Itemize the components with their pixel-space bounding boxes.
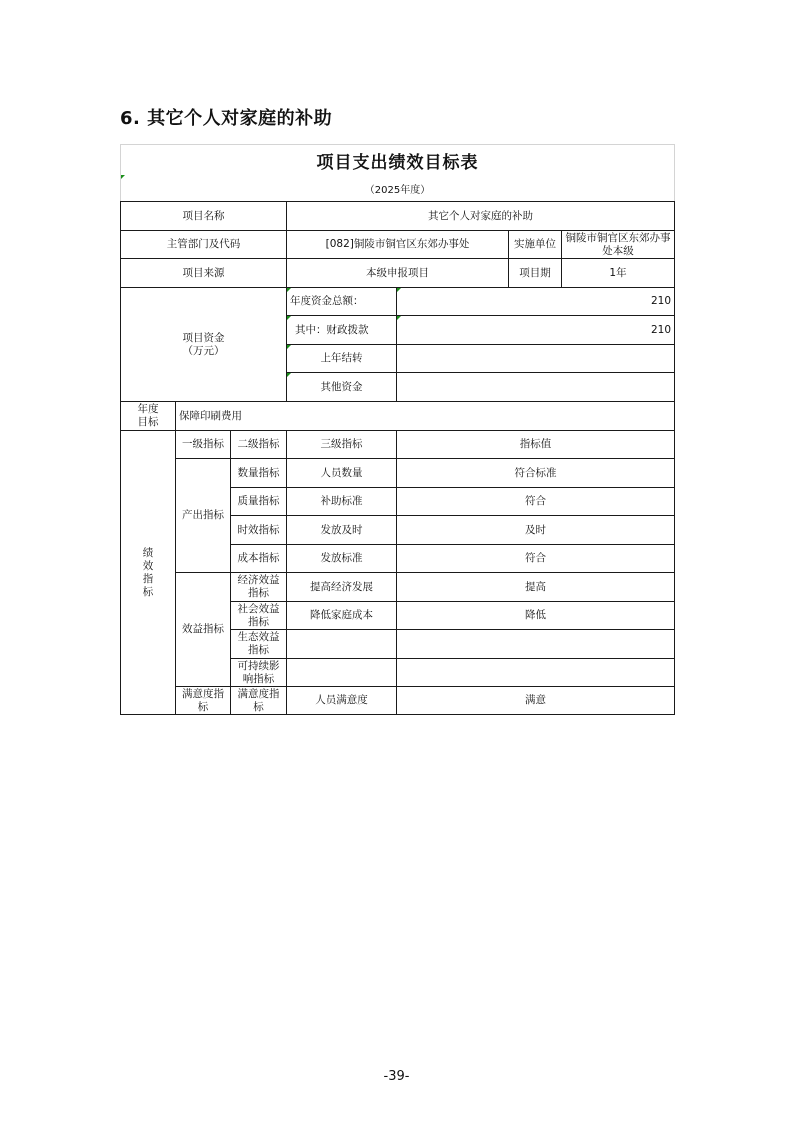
project-name-label: 项目名称 — [121, 202, 287, 231]
table-year: （2025年度） — [120, 175, 675, 201]
funds-other-label — [287, 373, 397, 402]
indicator-group-label — [121, 431, 176, 715]
indicator-value: 符合 — [397, 545, 675, 573]
dept-label: 主管部门及代码 — [121, 231, 287, 259]
indicator-value: 提高 — [397, 573, 675, 602]
page-number: -39- — [383, 1069, 410, 1084]
header-level2: 二级指标 — [231, 431, 287, 459]
output-indicator-label: 产出指标 — [176, 459, 231, 573]
source-value: 本级申报项目 — [287, 259, 509, 288]
annual-goal-label — [121, 402, 176, 431]
funds-total-label — [287, 288, 397, 316]
period-value: 1年 — [562, 259, 675, 288]
funds-lastyear-label-text: 上年结转 — [320, 352, 363, 364]
header-level3: 三级指标 — [287, 431, 397, 459]
indicator-level2: 经济效益指标 — [231, 573, 287, 602]
indicator-value — [397, 630, 675, 659]
cell-marker-icon — [287, 373, 291, 377]
indicator-level2: 质量指标 — [231, 488, 287, 516]
table-row — [121, 231, 675, 259]
impl-unit-label: 实施单位 — [509, 231, 562, 259]
project-name-value: 其它个人对家庭的补助 — [287, 202, 675, 231]
table-row — [121, 402, 675, 431]
cell-marker-icon — [121, 175, 125, 179]
funds-fiscal-label — [287, 316, 397, 345]
header-value: 指标值 — [397, 431, 675, 459]
funds-other-value — [397, 373, 675, 402]
indicator-level3: 提高经济发展 — [287, 573, 397, 602]
indicator-level2: 时效指标 — [231, 516, 287, 545]
indicator-level2: 生态效益指标 — [231, 630, 287, 659]
table-title: 项目支出绩效目标表 — [120, 144, 675, 175]
table-row — [121, 573, 675, 602]
indicator-level3: 人员数量 — [287, 459, 397, 488]
funds-other-label-text: 其他资金 — [320, 380, 363, 393]
indicator-group-char: 标 — [142, 585, 154, 598]
table-row — [121, 288, 675, 316]
indicator-value: 符合标准 — [397, 459, 675, 488]
cell-marker-icon — [397, 288, 401, 292]
funds-lastyear-label — [287, 345, 397, 373]
indicator-level3: 补助标准 — [287, 488, 397, 516]
indicator-level2: 社会效益指标 — [231, 602, 287, 630]
indicator-value: 降低 — [397, 602, 675, 630]
table-row — [121, 202, 675, 231]
indicator-level3: 降低家庭成本 — [287, 602, 397, 630]
funds-label — [121, 288, 287, 402]
table-row — [121, 459, 675, 488]
indicator-level3 — [287, 630, 397, 659]
indicator-level2: 满意度指标 — [231, 687, 287, 715]
source-label: 项目来源 — [121, 259, 287, 288]
cell-marker-icon — [287, 288, 291, 292]
funds-lastyear-value — [397, 345, 675, 373]
funds-total-value — [397, 288, 675, 316]
indicator-group-char: 指 — [142, 572, 154, 585]
indicator-level2: 成本指标 — [231, 545, 287, 573]
period-label: 项目期 — [509, 259, 562, 288]
section-title: 6. 其它个人对家庭的补助 — [120, 108, 333, 129]
indicator-level3: 发放及时 — [287, 516, 397, 545]
indicator-value: 符合 — [397, 488, 675, 516]
cell-marker-icon — [397, 316, 401, 320]
dept-value: [082]铜陵市铜官区东郊办事处 — [287, 231, 509, 259]
indicator-level3: 人员满意度 — [287, 687, 397, 715]
funds-fiscal-value-text: 210 — [650, 323, 672, 336]
funds-total-label-text: 年度资金总额： — [290, 295, 364, 307]
indicator-group-char: 绩 — [142, 546, 154, 559]
table-row — [121, 687, 675, 715]
annual-goal-label-line2: 目标 — [137, 416, 159, 428]
funds-total-value-text: 210 — [650, 295, 672, 307]
indicator-value: 及时 — [397, 516, 675, 545]
satisfaction-indicator-label: 满意度指标 — [176, 687, 231, 715]
indicator-level3 — [287, 659, 397, 687]
impl-unit-value: 铜陵市铜官区东郊办事处本级 — [562, 231, 675, 259]
funds-fiscal-label-text: 其中：财政拨款 — [295, 323, 369, 336]
indicator-group-char: 效 — [142, 559, 154, 572]
indicator-level2: 可持续影响指标 — [231, 659, 287, 687]
table-row — [121, 259, 675, 288]
indicator-value: 满意 — [397, 687, 675, 715]
annual-goal-label-line1: 年度 — [137, 403, 159, 415]
cell-marker-icon — [287, 316, 291, 320]
table-row — [121, 431, 675, 459]
benefit-indicator-label: 效益指标 — [176, 573, 231, 687]
indicator-value — [397, 659, 675, 687]
funds-label-line1: 项目资金 — [182, 331, 225, 344]
funds-fiscal-value — [397, 316, 675, 345]
indicator-level2: 数量指标 — [231, 459, 287, 488]
target-table — [120, 201, 675, 715]
annual-goal-value: 保障印刷费用 — [176, 402, 675, 431]
indicator-level3: 发放标准 — [287, 545, 397, 573]
cell-marker-icon — [287, 345, 291, 349]
header-level1: 一级指标 — [176, 431, 231, 459]
funds-label-line2: （万元） — [182, 344, 225, 357]
performance-target-sheet — [120, 144, 674, 714]
